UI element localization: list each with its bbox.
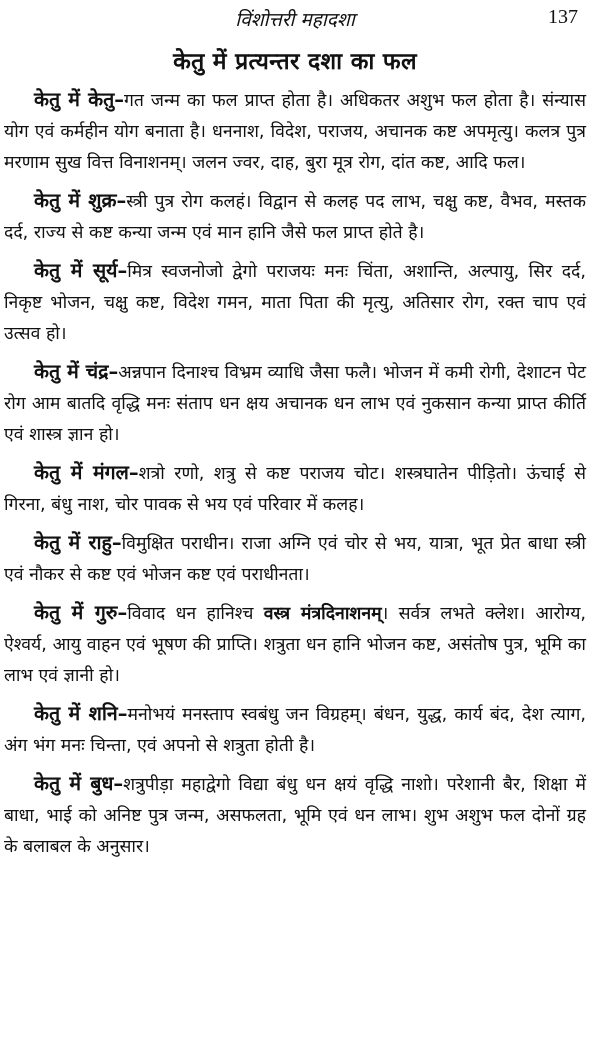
entry-emphasis: वस्त्र मंत्रदिनाशनम् xyxy=(263,604,382,624)
entry-body: शत्रुपीड़ा महाद्वेगो विद्या बंधु धन क्षयं वृद्धि नाशो। परेशानी बैर, शिक्षा में बाधा, भाई को अनिष्ट पुत्र जन्म, असफलता, भूमि एवं धन लाभ। शुभ अशुभ फल दोनों ग्रह के बलाबल के अनुसार। xyxy=(4,775,586,857)
entry-heading: केतु में शुक्र– xyxy=(34,189,127,212)
entry-ketu-mangal xyxy=(4,457,586,521)
entry-body: विवाद धन हानिश्च xyxy=(127,604,264,624)
entry-ketu-shani xyxy=(4,698,586,762)
entry-heading: केतु में चंद्र– xyxy=(34,360,119,383)
entry-heading: केतु में राहु– xyxy=(34,531,122,554)
entry-body: मनोभयं मनस्ताप स्वबंधु जन विग्रहम्। बंधन, युद्ध, कार्य बंद, देश त्याग, अंग भंग मनः चिन्ता, एवं अपनो से शत्रुता होती है। xyxy=(4,705,586,756)
entry-ketu-rahu xyxy=(4,527,586,591)
entry-heading: केतु में सूर्य– xyxy=(34,259,128,282)
entry-ketu-budh xyxy=(4,768,586,863)
page-header xyxy=(4,0,586,40)
entry-heading: केतु में शनि– xyxy=(34,702,128,725)
entry-body: स्त्री पुत्र रोग कलहं। विद्वान से कलह पद लाभ, चक्षु कष्ट, वैभव, मस्तक दर्द, राज्य से कष्ट कन्या जन्म एवं मान हानि जैसे फल प्राप्त होते है। xyxy=(4,192,586,243)
page-number: 137 xyxy=(548,6,578,28)
section-title: केतु में प्रत्यन्तर दशा का फल xyxy=(173,49,417,75)
entry-body: अन्नपान दिनाश्च विभ्रम व्याधि जैसा फलै। भोजन में कमी रोगी, देशाटन पेट रोग आम बातदि वृद्धि मनः संताप धन क्षय अचानक धन लाभ एवं नुकसान कन्या प्राप्त कीर्ति एवं शास्त्र ज्ञान हो। xyxy=(4,363,586,445)
entry-ketu-shukra xyxy=(4,185,586,249)
entry-heading: केतु में बुध– xyxy=(34,772,124,795)
entry-body: विमुक्षित पराधीन। राजा अग्नि एवं चोर से भय, यात्रा, भूत प्रेत बाधा स्त्री एवं नौकर से कष्ट एवं भोजन कष्ट एवं पराधीनता। xyxy=(4,534,586,585)
entry-body: शत्रो रणो, शत्रु से कष्ट पराजय चोट। शस्त्रघातेन पीड़ितो। ऊंचाई से गिरना, बंधु नाश, चोर पावक से भय एवं परिवार में कलह। xyxy=(4,464,586,515)
entry-body: मित्र स्वजनोजो द्वेगो पराजयः मनः चिंता, अशान्ति, अल्पायु, सिर दर्द, निकृष्ट भोजन, चक्षु कष्ट, विदेश गमन, माता पिता की मृत्यु, अतिसार रोग, रक्त चाप एवं उत्सव हो। xyxy=(4,262,586,344)
running-title: विंशोत्तरी महादशा xyxy=(235,9,355,31)
entry-heading: केतु में गुरु– xyxy=(34,601,128,624)
entry-body: गत जन्म का फल प्राप्त होता है। अधिकतर अशुभ फल होता है। संन्यास योग एवं कर्महीन योग बनाता है। धननाश, विदेश, पराजय, अचानक कष्ट अपमृत्यु। कलत्र पुत्र मरणाम सुख वित्त विनाशनम्। जलन ज्वर, दाह, बुरा मूत्र रोग, दांत कष्ट, आदि फल। xyxy=(4,91,587,173)
entry-ketu-ketu xyxy=(4,84,586,179)
entry-ketu-chandra xyxy=(4,356,586,451)
entry-body-continued: । सर्वत्र लभते क्लेश। आरोग्य, ऐश्वर्य, आयु वाहन एवं भूषण की प्राप्ति। शत्रुता धन हानि भोजन कष्ट, असंतोष पुत्र, भूमि का लाभ एवं ज्ञानी हो। xyxy=(4,604,586,686)
entry-heading: केतु में केतु– xyxy=(34,88,124,111)
entry-ketu-guru xyxy=(4,597,586,692)
entry-heading: केतु में मंगल– xyxy=(34,461,139,484)
entry-ketu-surya xyxy=(4,255,586,350)
